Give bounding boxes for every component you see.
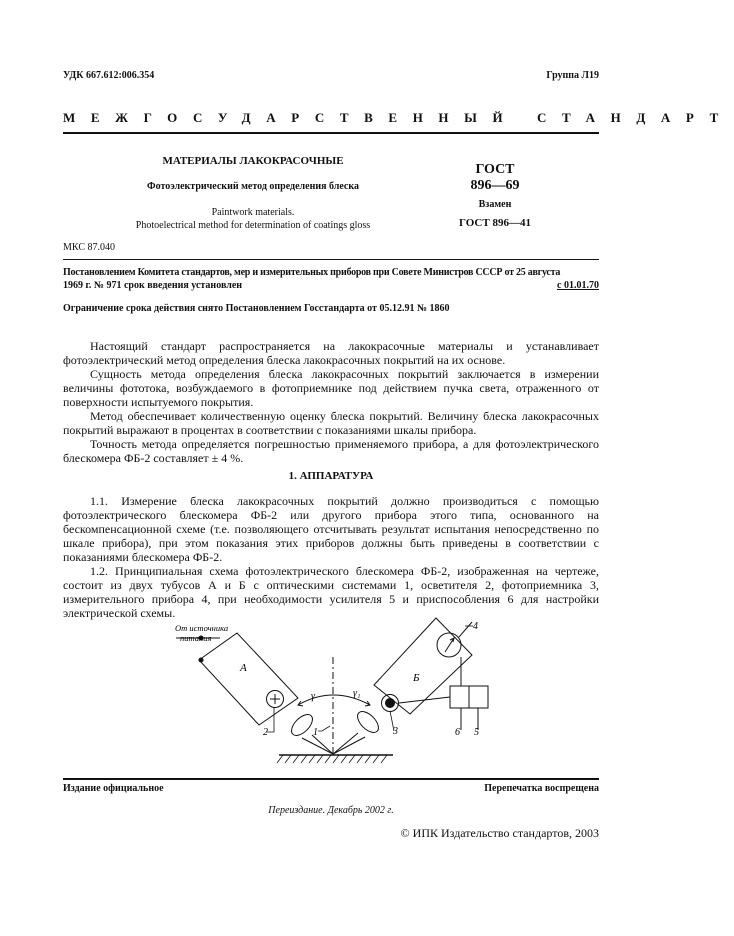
photodetector-label: 3	[393, 726, 398, 737]
mks-code: МКС 87.040	[63, 242, 115, 253]
standard-banner: МЕЖГОСУДАРСТВЕННЫЙ СТАНДАРТ	[63, 110, 734, 125]
section-title: 1. АППАРАТУРА	[288, 470, 374, 482]
title-english-line-1: Paintwork materials.	[211, 207, 295, 218]
angle-gamma1-label: γ₁	[353, 688, 361, 699]
illuminator-label: 2	[263, 727, 268, 738]
adjuster-label: 6	[455, 727, 460, 738]
leader-1	[318, 726, 330, 731]
section-paragraph-1-1: 1.1. Измерение блеска лакокрасочных покрытий должно производиться с помощью фотоэлектрического блескомера ФБ-2 или другого прибора этого типа, основанного на бескомпенсационной схеме (т.е. позволяющего отсчитывать результат испытания непосредственно по шкале прибора), при этом показания этих приборов должны быть приведены в соответствии с показаниями блескомера ФБ-2.	[63, 494, 599, 564]
lens-right	[354, 708, 382, 736]
section-paragraph-1-2: 1.2. Принципиальная схема фотоэлектрического блескомера ФБ-2, изображенная на чертеже, состоит из двух тубусов А и Б с оптическими системами 1, осветителя 2, фотоприемника 3, измерительного прибора 4, при необходимости усилителя 5 и приспособления 6 для настройки электрической схемы.	[63, 564, 599, 620]
lens-left	[288, 711, 316, 739]
surface-hatching	[277, 755, 387, 763]
replaces-label: Взамен	[478, 199, 512, 210]
restriction-note: Ограничение срока действия снято Постановлением Госстандарта от 05.12.91 № 1860	[63, 303, 450, 314]
power-source-label-1: От источника	[175, 623, 229, 633]
optics-label: 1	[313, 727, 318, 738]
intro-paragraph-4: Точность метода определяется погрешностью применяемого прибора, а для фотоэлектрического блескомера ФБ-2 составляет ± 4 %.	[63, 437, 599, 465]
page-subtitle: Фотоэлектрический метод определения блеска	[147, 181, 359, 192]
title-english-line-2: Photoelectrical method for determination of coatings gloss	[135, 220, 371, 231]
instrument-label: 4	[473, 621, 478, 632]
tube-b-label: Б	[413, 672, 420, 684]
group-code: Группа Л19	[546, 70, 599, 81]
intro-paragraph-3: Метод обеспечивает количественную оценку блеска покрытий. Величину блеска лакокрасочных покрытий выражают в процентах в соответствии с показаниями шкалы прибора.	[63, 409, 599, 437]
page-title: МАТЕРИАЛЫ ЛАКОКРАСОЧНЫЕ	[162, 155, 344, 167]
reprint-notice: Перепечатка воспрещена	[484, 783, 599, 794]
gost-number: 896—69	[470, 178, 520, 193]
intro-paragraph-2: Сущность метода определения блеска лакокрасочных покрытий заключается в измерении величины фототока, возбуждаемого в фотоприемнике под действием пучка света, отраженного от поверхности испытуемого покрытия.	[63, 367, 599, 409]
reissue-note: Переиздание. Декабрь 2002 г.	[268, 805, 394, 816]
gost-label: ГОСТ	[475, 162, 515, 177]
angle-gamma-label: γ	[311, 691, 315, 702]
power-source-label-2: питания	[180, 633, 212, 643]
resolution-line-2: 1969 г. № 971 срок введения установлен	[63, 280, 243, 291]
effective-date: с 01.01.70	[557, 280, 599, 291]
replaces-value: ГОСТ 896—41	[459, 217, 531, 229]
tube-a	[199, 633, 298, 725]
tube-a-label: А	[240, 662, 247, 674]
official-edition: Издание официальное	[63, 783, 164, 794]
copyright: © ИПК Издательство стандартов, 2003	[400, 826, 599, 840]
intro-paragraph-1: Настоящий стандарт распространяется на лакокрасочные материалы и устанавливает фотоэлектрический метод определения блеска лакокрасочных покрытий на их основе.	[63, 339, 599, 367]
footer-rule	[63, 778, 599, 780]
udk-code: УДК 667.612:006.354	[63, 70, 155, 81]
amplifier-label: 5	[474, 727, 479, 738]
resolution-line-1: Постановлением Комитета стандартов, мер и измерительных приборов при Совете Министров СССР от 25 августа	[63, 267, 561, 278]
